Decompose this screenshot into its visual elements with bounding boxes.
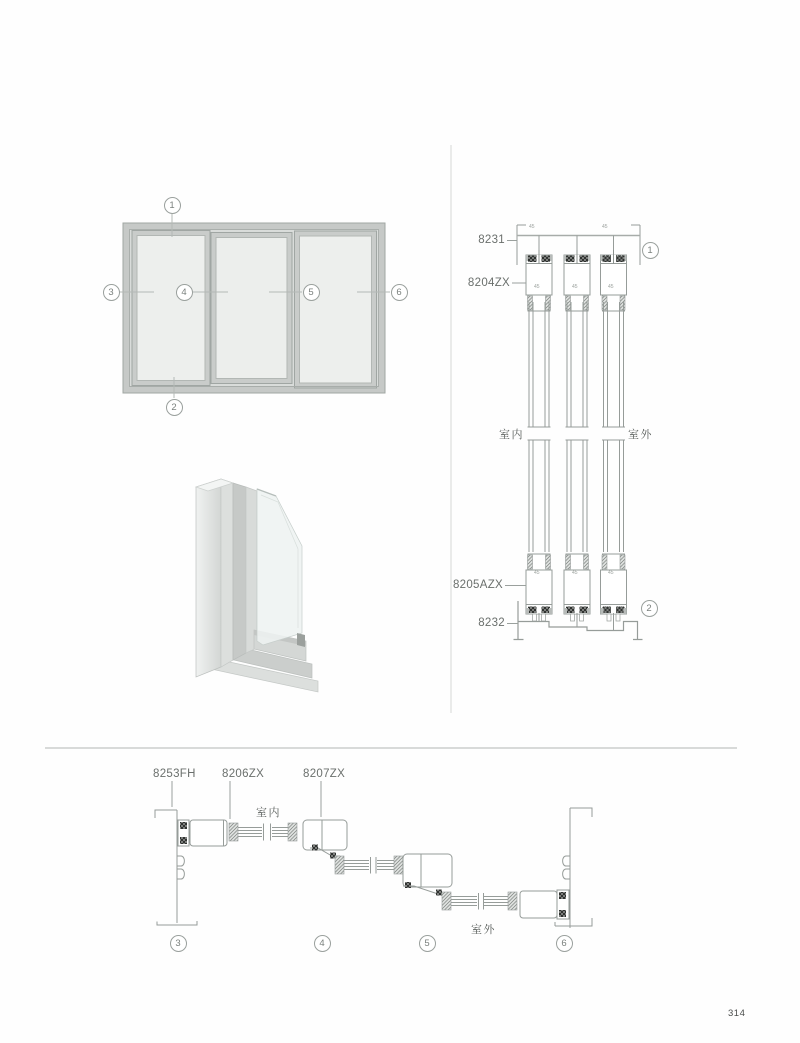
vertical-section-callout-2: 2 bbox=[641, 600, 658, 617]
label-bottom-sash: 8205AZX bbox=[452, 579, 503, 591]
horizontal-section-callout-4: 4 bbox=[314, 935, 331, 952]
elevation-callout-6: 6 bbox=[391, 284, 408, 301]
label-head-track: 8231 bbox=[478, 234, 505, 246]
glazing-run-3 bbox=[442, 892, 517, 910]
dim-mark: 45 bbox=[534, 570, 540, 576]
elevation-callout-1: 1 bbox=[164, 197, 181, 214]
elevation-callout-4: 4 bbox=[176, 284, 193, 301]
vertical-outdoor-label: 室外 bbox=[628, 429, 653, 441]
dim-mark: 45 bbox=[608, 570, 614, 576]
sash-panel5 bbox=[403, 854, 452, 896]
horizontal-section-callout-3: 3 bbox=[170, 935, 187, 952]
dim-mark: 45 bbox=[529, 224, 535, 230]
vertical-indoor-label: 室内 bbox=[499, 429, 524, 441]
dim-mark: 45 bbox=[534, 284, 540, 290]
sash-8206ZX-assembly bbox=[178, 820, 297, 846]
dim-mark: 45 bbox=[602, 224, 608, 230]
window-elevation bbox=[123, 223, 385, 393]
label-jamb-profile: 8253FH bbox=[153, 768, 196, 780]
dim-mark: 45 bbox=[572, 284, 578, 290]
label-sash-profile: 8206ZX bbox=[222, 768, 265, 780]
interlock-8207ZX bbox=[303, 820, 347, 859]
horizontal-section-callout-5: 5 bbox=[419, 935, 436, 952]
vertical-section-callout-1: 1 bbox=[642, 242, 659, 259]
horizontal-indoor-label: 室内 bbox=[256, 807, 281, 819]
horizontal-section-leaders bbox=[172, 781, 321, 819]
label-interlock-profile: 8207ZX bbox=[303, 768, 346, 780]
label-sill-track: 8232 bbox=[478, 617, 505, 629]
horizontal-section-callout-6: 6 bbox=[556, 935, 573, 952]
elevation-callout-2: 2 bbox=[166, 399, 183, 416]
elevation-callout-3: 3 bbox=[103, 284, 120, 301]
horizontal-section bbox=[155, 781, 592, 928]
dim-mark: 45 bbox=[572, 570, 578, 576]
glazing-run-2 bbox=[335, 856, 403, 874]
elevation-callout-5: 5 bbox=[303, 284, 320, 301]
page-number: 314 bbox=[728, 1008, 746, 1019]
dim-mark: 45 bbox=[608, 284, 614, 290]
horizontal-outdoor-label: 室外 bbox=[471, 924, 496, 936]
label-top-sash: 8204ZX bbox=[467, 277, 510, 289]
profile-3d-render bbox=[196, 479, 318, 692]
end-sash-and-jamb bbox=[520, 808, 592, 928]
